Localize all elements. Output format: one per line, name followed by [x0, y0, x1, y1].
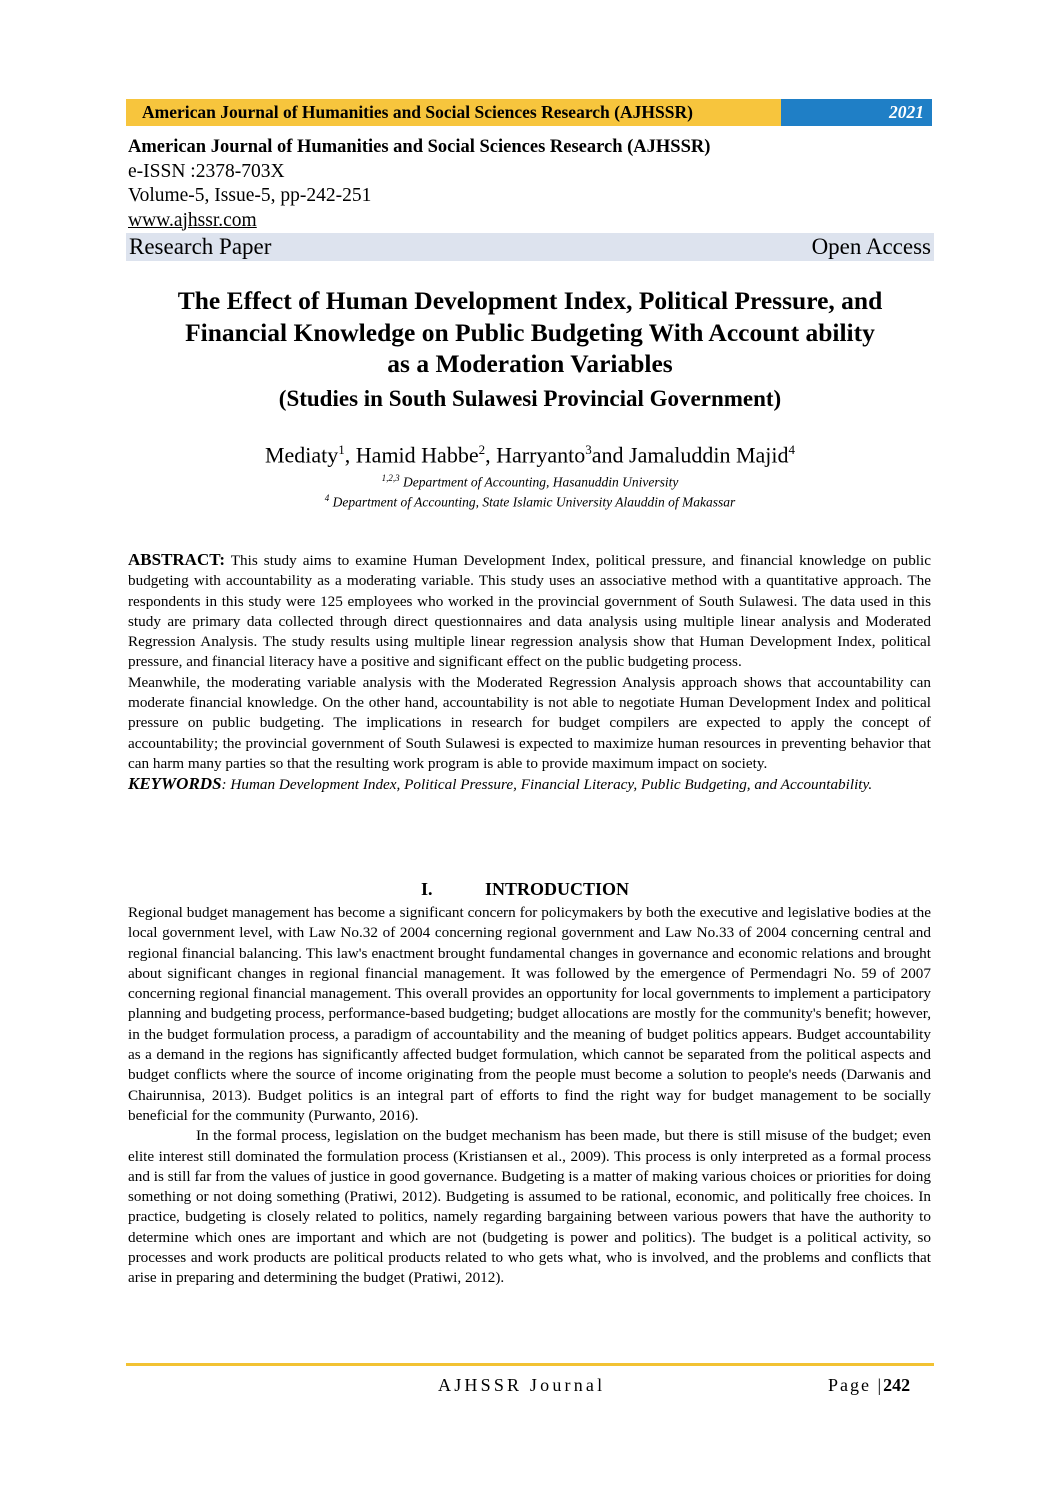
affiliation: [126, 473, 934, 491]
paper-subtitle: (Studies in South Sulawesi Provincial Government): [278, 386, 782, 411]
title-line: Financial Knowledge on Public Budgeting With Account ability: [185, 317, 875, 347]
author-affil-mark: 2: [478, 442, 486, 457]
body-paragraph: Regional budget management has become a significant concern for policymakers by both the executive and legislative bodies at the local government level, with Law No.32 of 2004 concerning regional government and Law No.33 of 2004 concerning central and regional financial balancing. This law's enactment brought fundamental changes in governance and economic relations and brought about significant changes in regional financial management. It was followed by the emergence of Permendagri No. 59 of 2007 concerning regional financial management. This overall provides an opportunity for local governments to implement a participatory planning and budgeting process, performance-based budgeting; budget allocations are mostly for the community's benefit; however, in the budget formulation process, a paradigm of accountability and the meaning of budget politics appears. Budget accountability as a demand in the regions has significantly affected budget formulation, which cannot be separated from the political aspects and budget conflicts where the source of income originating from the people must become a solution to people's needs (Darwanis and Chairunnisa, 2013). Budget politics is an integral part of efforts to find the right way for budget management to be socially beneficial for the community (Purwanto, 2016).: [128, 904, 931, 1124]
title-line: as a Moderation Variables: [387, 349, 673, 378]
affil-mark: 4: [324, 493, 330, 503]
affil-mark: 1,2,3: [381, 473, 400, 483]
affil-text: Department of Accounting, State Islamic University Alauddin of Makassar: [332, 494, 736, 510]
author-affil-mark: 4: [788, 442, 796, 457]
author-name: , Harryanto: [485, 442, 586, 468]
abstract-paragraph: Meanwhile, the moderating variable analysis with the Moderated Regression Analysis approach shows that accountability can moderate financial knowledge. On the other hand, accountability is not able to negotiate Human Development Index and political pressure on public budgeting. The implications in research for budget compilers are expected to apply the concept of accountability; the provincial government of South Sulawesi is expected to maximize human resources in preventing behavior that can harm many parties so that the resulting work program is able to provide maximum impact on society.: [128, 673, 931, 772]
title-line: The Effect of Human Development Index, Political Pressure, and: [177, 286, 883, 315]
keywords-label: KEYWORDS: [128, 774, 222, 794]
author-affil-mark: 1: [338, 442, 345, 457]
footer-divider: [126, 1363, 934, 1366]
meta-url-link[interactable]: www.ajhssr.com: [128, 209, 257, 231]
page-label: Page |: [828, 1375, 884, 1395]
author-affil-mark: 3: [585, 442, 592, 457]
author-name: , Hamid Habbe: [344, 442, 479, 468]
paper-type: Research Paper: [129, 234, 272, 259]
header-year: 2021: [781, 99, 932, 126]
affil-text: Department of Accounting, Hasanuddin University: [403, 474, 679, 490]
abstract-section: [128, 550, 931, 796]
introduction-body: [128, 903, 931, 1289]
author-name: and Jamaluddin Majid: [591, 442, 789, 468]
meta-journal: American Journal of Humanities and Social Sciences Research (AJHSSR): [128, 137, 711, 157]
keywords-text: : Human Development Index, Political Pressure, Financial Literacy, Public Budgeting, and Accountability.: [221, 776, 873, 794]
body-paragraph: In the formal process, legislation on the budget mechanism has been made, but there is still misuse of the budget; even elite interest still dominated the formulation process (Kristiansen et al., 2009). This process is only interpreted as a formal process and is still far from the values of justice in good governance. Budgeting is a matter of making various choices or priorities for doing something or not doing something (Pratiwi, 2012). Budgeting is assumed to be rational, economic, and politically free choices. In practice, budgeting is closely related to politics, namely regarding bargaining between various powers that have the authority to determine which ones are important and which are not (budgeting is power and politics). The budget is a political activity, so processes and work products are political products related to who gets what, who is involved, and the problems and conflicts that arise in preparing and determining the budget (Pratiwi, 2012).: [128, 1127, 931, 1287]
affiliation: [126, 493, 934, 511]
running-header: [126, 99, 932, 126]
section-number: I.: [421, 879, 433, 899]
page-number: 242: [883, 1375, 911, 1395]
abstract-label: ABSTRACT:: [128, 550, 225, 569]
paper-title: [126, 285, 934, 380]
abstract-paragraph: This study aims to examine Human Development Index, political pressure, and financial knowledge on public budgeting with accountability as a moderating variable. This study uses an associative method with a quantitative approach. The respondents in this study were 125 employees who worked in the provincial government of South Sulawesi. The data used in this study are primary data collected through direct questionnaires and data analysis using multiple linear analysis and Moderated Regression Analysis. The study results using multiple linear regression analysis show that Human Development Index, political pressure, and financial literacy have a positive and significant effect on the public budgeting process.: [128, 552, 931, 671]
access-type: Open Access: [811, 234, 931, 259]
header-journal-name: American Journal of Humanities and Social Sciences Research (AJHSSR): [126, 99, 781, 126]
footer-page: [828, 1375, 910, 1396]
section-title: INTRODUCTION: [485, 879, 630, 899]
meta-issn: e-ISSN :2378-703X: [128, 160, 285, 182]
author-list: [126, 442, 934, 468]
footer-journal: AJHSSR Journal: [438, 1375, 606, 1395]
author-name: Mediaty: [264, 442, 339, 468]
paper-type-bar: [126, 233, 934, 261]
publication-meta: [128, 135, 710, 233]
meta-volume: Volume-5, Issue-5, pp-242-251: [128, 185, 372, 206]
